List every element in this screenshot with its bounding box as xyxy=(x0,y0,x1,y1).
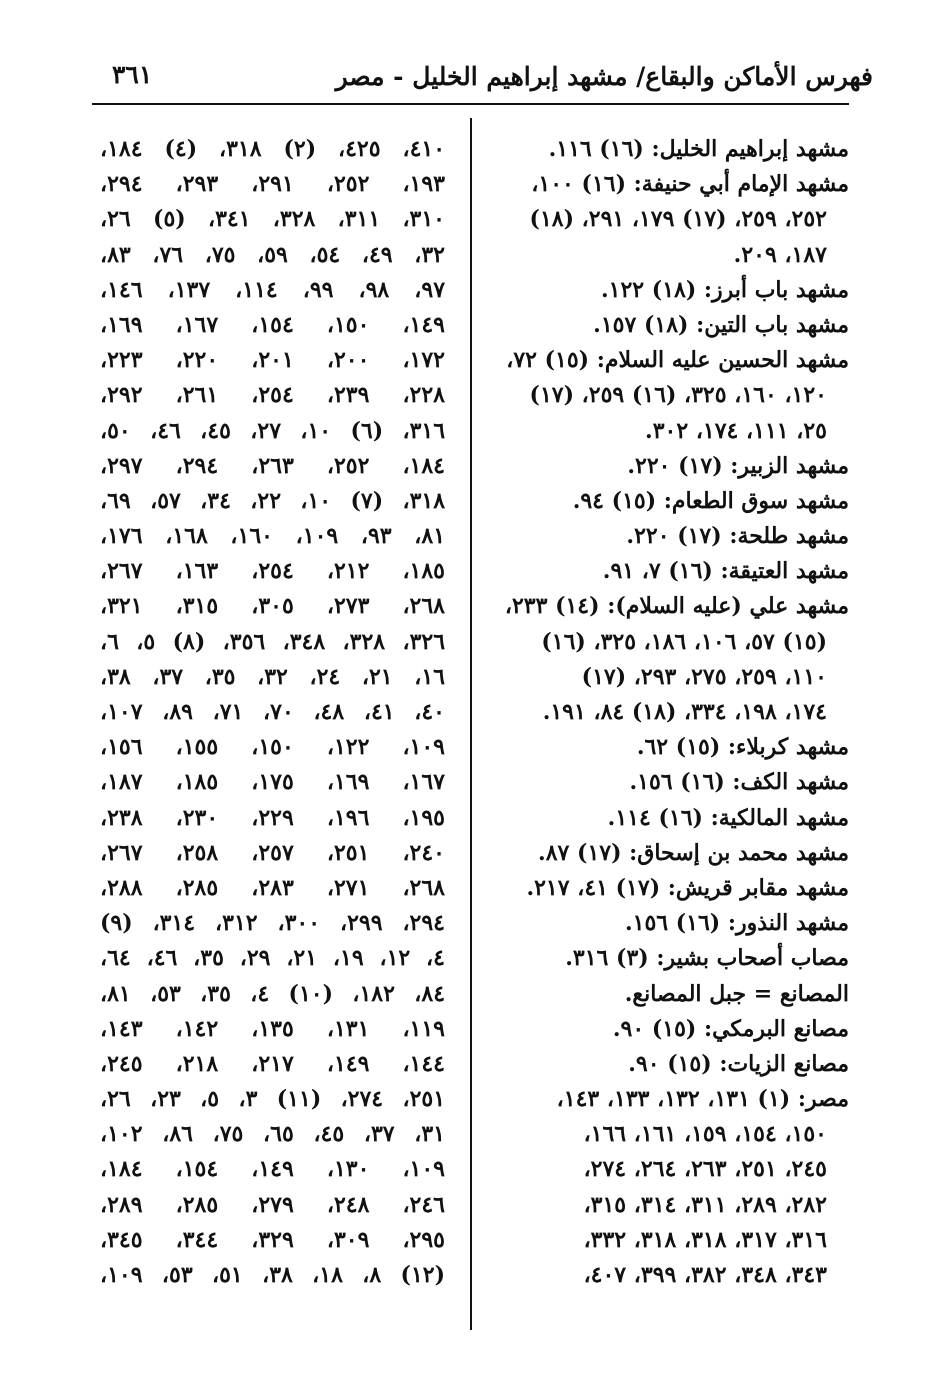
index-entry: مشهد النذور: (١٦) ١٥٦. xyxy=(624,910,849,937)
index-column-right xyxy=(489,132,849,1293)
index-entry-continuation: ٢٦٨، ٢٧٣، ٣٠٥، ٣١٥، ٣٢١، xyxy=(100,593,445,620)
index-entry-continuation: ٢٤٥، ٢٥١، ٢٦٣، ٢٦٤، ٢٧٤، xyxy=(583,1156,827,1183)
index-entry: مشهد علي (عليه السلام): (١٤) ٢٣٣، xyxy=(504,593,849,620)
index-entry: مصاب أصحاب بشير: (٣) ٣١٦. xyxy=(565,945,849,972)
index-entry-continuation: ١٥٠، ١٥٤، ١٥٩، ١٦١، ١٦٦، xyxy=(583,1121,827,1148)
index-entry-continuation: ١٨٤، ٢٥٢، ٢٦٣، ٢٩٤، ٢٩٧، xyxy=(100,452,445,479)
index-entry-continuation: ٢٥، ١١١، ١٧٤، ٣٠٢. xyxy=(645,417,827,444)
index-entry: مشهد كربلاء: (١٥) ٦٢. xyxy=(636,734,849,761)
index-entry: مشهد إبراهيم الخليل: (١٦) ١١٦. xyxy=(548,136,849,162)
index-entry-continuation: ٣١٦، ٣١٧، ٣١٨، ٣١٨، ٣٣٢، xyxy=(583,1226,827,1253)
index-entry-continuation: ٢٥١، ٢٧٤، (١١) ٣، ٥، ٢٣، ٢٦، xyxy=(100,1086,445,1113)
index-entry: مشهد باب التين: (١٨) ١٥٧. xyxy=(593,311,849,338)
index-entry-continuation: ١٧٤، ١٩٨، ٣٣٤، (١٨) ٨٤، ١٩١. xyxy=(542,699,827,725)
index-entry-continuation: ٢٦٨، ٢٧١، ٢٨٣، ٢٨٥، ٢٨٨، xyxy=(100,874,445,901)
index-entry-continuation: ١٨٧، ٢٠٩. xyxy=(733,241,827,268)
index-entry-continuation: ٨٤، ١٨٢، (١٠) ٤، ٣٥، ٥٣، ٨١، xyxy=(100,980,445,1007)
index-entry-continuation: ١٦٧، ١٦٩، ١٧٥، ١٨٥، ١٨٧، xyxy=(100,769,445,796)
index-entry-continuation: ١٨٥، ٢١٢، ٢٥٤، ١٦٣، ٢٦٧، xyxy=(100,558,445,585)
index-entry: مشهد طلحة: (١٧) ٢٢٠. xyxy=(626,523,849,550)
running-title: فهرس الأماكن والبقاع/ مشهد إبراهيم الخليل - مصر xyxy=(335,62,873,91)
index-entry-continuation: ٢٤٠، ٢٥١، ٢٥٧، ٢٥٨، ٢٦٧، xyxy=(100,839,445,866)
index-entry-continuation: ٢٤٦، ٢٤٨، ٢٧٩، ٢٨٥، ٢٨٩، xyxy=(100,1191,445,1218)
index-entry: مصر: (١) ١٣١، ١٣٢، ١٣٣، ١٤٣، xyxy=(556,1086,849,1113)
column-divider xyxy=(470,118,472,1330)
index-entry-continuation: ١١٩، ١٣١، ١٣٥، ١٤٢، ١٤٣، xyxy=(100,1015,445,1042)
index-entry: مشهد المالكية: (١٦) ١١٤. xyxy=(607,804,849,831)
index-entry-continuation: ٣٢٦، ٣٢٨، ٣٤٨، ٣٥٦، (٨) ٥، ٦، xyxy=(100,628,445,655)
page-header xyxy=(60,58,881,102)
index-entry-continuation: ٣١٦، (٦) ١٠، ٢٧، ٤٥، ٤٦، ٥٠، xyxy=(100,417,445,444)
index-entry-continuation: ١٤٩، ١٥٠، ١٥٤، ١٦٧، ١٦٩، xyxy=(100,311,445,338)
index-entry-continuation: ٤٠، ٤١، ٤٨، ٧٠، ٧١، ٨٩، ١٠٧، xyxy=(100,699,445,725)
index-entry: مشهد محمد بن إسحاق: (١٧) ٨٧. xyxy=(538,839,849,866)
index-entry-continuation: ٤، ١٢، ١٩، ٢١، ٢٩، ٣٥، ٤٦، ٦٤، xyxy=(100,945,445,972)
index-entry: مصانع البرمكي: (١٥) ٩٠. xyxy=(612,1015,849,1042)
index-entry: مشهد الكف: (١٦) ١٥٦. xyxy=(629,769,849,796)
index-entry-continuation: ٢٨٢، ٢٨٩، ٣١١، ٣١٤، ٣١٥، xyxy=(583,1191,827,1218)
index-entry-continuation: ٣٤٣، ٣٤٨، ٣٨٢، ٣٩٩، ٤٠٧، xyxy=(583,1262,827,1288)
index-entry-continuation: ١١٠، ٢٥٩، ٢٧٥، ٢٩٣، (١٧) xyxy=(581,663,827,690)
index-entry: مشهد العتيقة: (١٦) ٧، ٩١. xyxy=(602,558,849,585)
header-rule xyxy=(92,103,849,105)
index-entry: مشهد الحسين عليه السلام: (١٥) ٧٢، xyxy=(506,347,849,374)
index-entry-continuation: ١٠٩، ١٢٢، ١٥٠، ١٥٥، ١٥٦، xyxy=(100,734,445,761)
index-entry-continuation: ٢٢٨، ٢٣٩، ٢٥٤، ٢٦١، ٢٩٢، xyxy=(100,382,445,409)
index-entry: المصانع = جبل المصانع. xyxy=(624,980,849,1007)
index-entry-continuation: ٢٥٢، ٢٥٩، (١٧) ١٧٩، ٢٩١، (١٨) xyxy=(529,206,827,233)
index-entry: مشهد مقابر قريش: (١٧) ٤١، ٢١٧. xyxy=(526,874,849,901)
page-number: ٣٦١ xyxy=(112,60,153,89)
index-entry-continuation: ٨١، ٩٣، ١٠٩، ١٦٠، ١٦٨، ١٧٦، xyxy=(100,523,445,550)
index-entry-continuation: ١٩٣، ٢٥٢، ٢٩١، ٢٩٣، ٢٩٤، xyxy=(100,171,445,198)
index-entry: مشهد الزبير: (١٧) ٢٢٠. xyxy=(627,452,849,479)
index-entry: مشهد الإمام أبي حنيفة: (١٦) ١٠٠، xyxy=(531,171,849,198)
index-entry-continuation: ١٧٢، ٢٠٠، ٢٠١، ٢٢٠، ٢٢٣، xyxy=(100,347,445,374)
index-entry-continuation: ٢٩٥، ٣٠٩، ٣٢٩، ٣٤٤، ٣٤٥، xyxy=(100,1226,445,1253)
index-entry-continuation: (١٥) ٥٧، ١٠٦، ١٨٦، ٣٢٥، (١٦) xyxy=(541,628,827,655)
index-entry: مشهد سوق الطعام: (١٥) ٩٤. xyxy=(572,487,849,514)
index-entry-continuation: ٩٧، ٩٨، ٩٩، ١١٤، ١٣٧، ١٤٦، xyxy=(100,276,445,303)
index-entry-continuation: ١٢٠، ١٦٠، ٣٢٥، (١٦) ٢٥٩، (١٧) xyxy=(529,382,827,409)
index-entry: مشهد باب أبرز: (١٨) ١٢٢. xyxy=(601,276,849,303)
index-column-left xyxy=(100,132,445,1293)
index-entry-continuation: ١٩٥، ١٩٦، ٢٢٩، ٢٣٠، ٢٣٨، xyxy=(100,804,445,831)
index-entry-continuation: (١٢) ٨، ١٨، ٣٨، ٥١، ٥٣، ١٠٩، xyxy=(100,1262,445,1288)
index-entry-continuation: ٤١٠، ٤٢٥، (٢) ٣١٨، (٤) ١٨٤، xyxy=(100,136,445,162)
index-entry-continuation: ١٦، ٢١، ٢٤، ٣٢، ٣٥، ٣٧، ٣٨، xyxy=(100,663,445,690)
index-entry-continuation: ١٠٩، ١٣٠، ١٤٩، ١٥٤، ١٨٤، xyxy=(100,1156,445,1183)
index-entry-continuation: ٢٩٤، ٢٩٩، ٣٠٠، ٣١٢، ٣١٤، (٩) xyxy=(100,910,445,937)
index-entry-continuation: ٣١٠، ٣١١، ٣٢٨، ٣٤١، (٥) ٢٦، xyxy=(100,206,445,233)
index-entry-continuation: ٣٢، ٤٩، ٥٤، ٥٩، ٧٥، ٧٦، ٨٣، xyxy=(100,241,445,268)
index-entry-continuation: ٣١٨، (٧) ١٠، ٢٢، ٣٤، ٥٧، ٦٩، xyxy=(100,487,445,514)
index-entry-continuation: ٣١، ٣٧، ٤٥، ٦٥، ٧٥، ٨٦، ١٠٢، xyxy=(100,1121,445,1148)
index-entry: مصانع الزيات: (١٥) ٩٠. xyxy=(628,1050,849,1077)
index-entry-continuation: ١٤٤، ١٤٩، ٢١٧، ٢١٨، ٢٤٥، xyxy=(100,1050,445,1077)
